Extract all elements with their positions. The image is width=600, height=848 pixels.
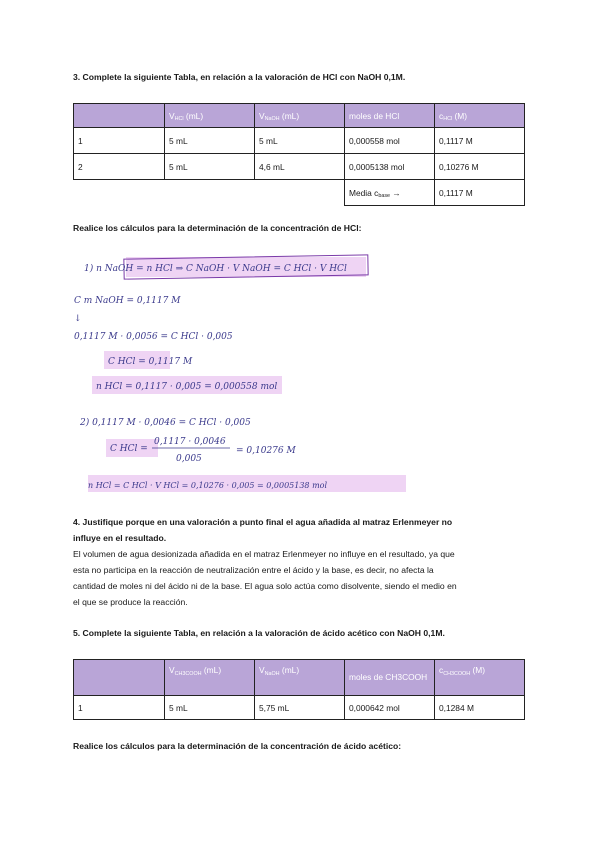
hand-line2: C m NaOH = 0,1117 M <box>74 296 181 306</box>
table-row: 1 5 mL 5,75 mL 0,000642 mol 0,1284 M <box>74 696 525 720</box>
handwritten-calculations-image <box>74 245 420 500</box>
hand-line7: 2) 0,1117 M · 0,0046 = C HCl · 0,005 <box>80 418 251 428</box>
hand-line1: 1) n NaOH = n HCl ⇒ C NaOH · V NaOH = C HCl · V HCl <box>84 264 347 274</box>
hand-line6: n HCl = 0,1117 · 0,005 = 0,000558 mol <box>96 382 278 392</box>
section3-title: 3. Complete la siguiente Tabla, en relación a la valoración de HCl con NaOH 0,1M. <box>73 72 406 82</box>
section4-title-line2: influye en el resultado. <box>73 533 167 543</box>
hand-line5: C HCl = 0,1117 M <box>108 357 193 367</box>
hand-line4: 0,1117 M · 0,0056 = C HCl · 0,005 <box>74 332 233 342</box>
table-row: 1 5 mL 5 mL 0,000558 mol 0,1117 M <box>74 128 525 154</box>
section4-paragraph-line: el que se produce la reacción. <box>73 597 188 607</box>
mean-label: Media cbase → <box>345 180 435 206</box>
header-cell-moles-hcl: moles de HCl <box>345 104 435 128</box>
section3-calc-heading: Realice los cálculos para la determinación de la concentración de HCl: <box>73 223 362 233</box>
section4-paragraph-line: cantidad de moles ni del ácido ni de la base. El agua solo actúa como disolvente, siendo el medio en <box>73 581 457 591</box>
header-cell-v-naoh: VNaOH (mL) <box>255 660 345 696</box>
section4-paragraph-line: esta no participa en la reacción de neutralización entre el ácido y la base, es decir, no afecta la <box>73 565 434 575</box>
header-cell-empty <box>74 104 165 128</box>
acetic-table <box>73 659 525 720</box>
header-cell-c-ch3cooh: cCH3COOH (M) <box>435 660 525 696</box>
table-header-row <box>74 104 525 128</box>
section4-title-line1: 4. Justifique porque en una valoración a punto final el agua añadida al matraz Erlenmeyer no <box>73 517 453 527</box>
section5-calc-heading: Realice los cálculos para la determinación de la concentración de ácido acético: <box>73 741 402 751</box>
mean-value: 0,1117 M <box>435 180 525 206</box>
table-row: 2 5 mL 4,6 mL 0,0005138 mol 0,10276 M <box>74 154 525 180</box>
table-header-row <box>74 660 525 696</box>
header-cell-v-naoh: VNaOH (mL) <box>255 104 345 128</box>
header-cell-v-hcl: VHCl (mL) <box>165 104 255 128</box>
hcl-table <box>73 103 525 206</box>
hand-line9: n HCl = C HCl · V HCl = 0,10276 · 0,005 = 0,0005138 mol <box>88 481 328 490</box>
hand-line8den: 0,005 <box>176 454 202 464</box>
section4-paragraph-line: El volumen de agua desionizada añadida en el matraz Erlenmeyer no influye en el resultado, ya que <box>73 549 455 559</box>
header-cell-empty <box>74 660 165 696</box>
hand-line8num: 0,1117 · 0,0046 <box>154 437 226 447</box>
hand-line8b: = 0,10276 M <box>236 446 296 456</box>
mean-row <box>74 180 525 206</box>
header-cell-moles-ch3cooh: moles de CH3COOH <box>345 660 435 696</box>
hand-line8a: C HCl = <box>110 444 148 454</box>
section5-title: 5. Complete la siguiente Tabla, en relación a la valoración de ácido acético con NaOH 0,1M. <box>73 628 445 638</box>
hand-line3: ↓ <box>74 314 82 324</box>
header-cell-c-hcl: cHCl (M) <box>435 104 525 128</box>
header-cell-v-ch3cooh: VCH3COOH (mL) <box>165 660 255 696</box>
